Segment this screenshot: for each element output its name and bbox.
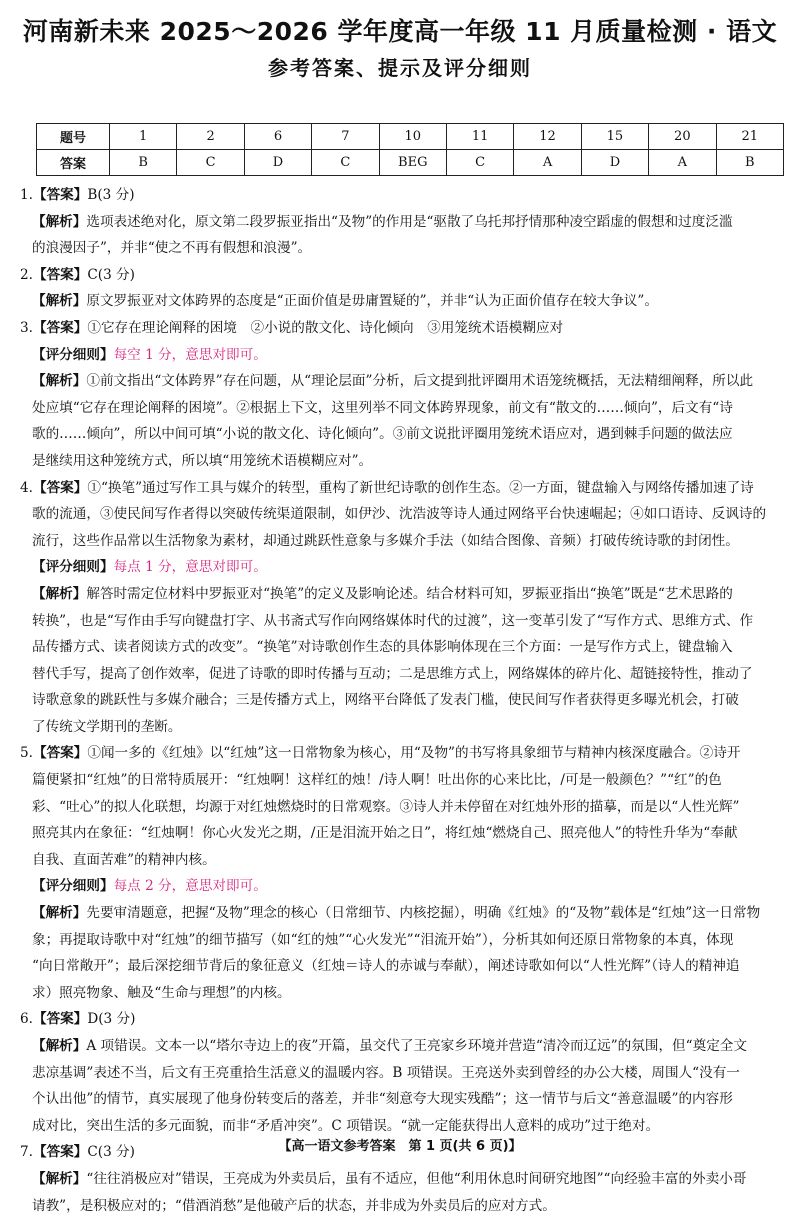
answer-cell: C	[177, 150, 244, 176]
answer-line: 照亮其内在象征：“红烛啊！你心火发光之期，/正是泪流开始之日”，将红烛“燃烧自己、照亮他人”的特性升华为“奉献	[32, 825, 738, 842]
analysis-line: 求）照亮物象、触及“生命与理想”的内核。	[32, 984, 291, 1001]
analysis-line: 了传统文学期刊的垄断。	[32, 718, 182, 735]
question-number-cell: 1	[110, 124, 177, 150]
page-footer: 【高一语文参考答案 第 1 页(共 6 页)】	[278, 1139, 522, 1154]
analysis-line: 成对比，突出生活的多元面貌，而非“矛盾冲突”。C 项错误。“就一定能获得出人意料的成功”过于绝对。	[32, 1117, 660, 1134]
question-6-block	[20, 1006, 790, 1139]
question-5-block	[20, 740, 790, 1006]
analysis-line: 个认出他”的情节，真实展现了他身份转变后的落差，并非“刻意夸大现实残酷”；这一情节与后文“善意温暖”的内容形	[32, 1091, 733, 1108]
answer-tag: 【答案】	[32, 1011, 88, 1028]
rubric-tag: 【评分细则】	[32, 559, 114, 576]
answer-cell: D	[581, 150, 648, 176]
question-3-block	[20, 315, 790, 475]
question-number-cell: 6	[244, 124, 311, 150]
answer-header: 答案	[37, 150, 110, 176]
answer-cell: D	[244, 150, 311, 176]
question-2-block	[20, 262, 790, 315]
question-number-cell: 10	[379, 124, 446, 150]
question-number-cell: 20	[649, 124, 716, 150]
analysis-tag: 【解析】	[32, 1038, 87, 1054]
rubric-line	[20, 873, 790, 900]
question-number-row	[37, 124, 784, 150]
analysis-tag: 【解析】	[32, 1170, 87, 1187]
answer-tag: 【答案】	[32, 187, 88, 203]
answer-tag: 【答案】	[32, 266, 88, 283]
answer-line: 流行，这些作品常以生活物象为素材，却通过跳跃性意象与多媒介手法（如结合图像、音频）打破传统诗歌的封闭性。	[32, 532, 739, 549]
rubric-text: 每点 2 分，意思对即可。	[113, 878, 267, 895]
analysis-line	[20, 368, 790, 395]
analysis-tag: 【解析】	[32, 905, 87, 922]
analysis-tag: 【解析】	[32, 585, 87, 602]
question-number-cell: 2	[177, 124, 244, 150]
answer-line: 歌的流通，③使民间写作者得以突破传统渠道限制，如伊沙、沈浩波等诗人通过网络平台快速崛起；④如口语诗、反讽诗的	[32, 506, 767, 523]
analysis-line	[20, 581, 790, 608]
analysis-line: 转换”，也是“写作由手写向键盘打字、从书斋式写作向网络媒体时代的过渡”，这一变革引发了“写作方式、思维方式、作	[32, 612, 754, 629]
answer-line	[20, 475, 790, 502]
question-number-cell: 15	[581, 124, 648, 150]
analysis-line	[20, 1166, 790, 1193]
answer-text: B(3 分)	[87, 187, 135, 203]
question-number-cell: 7	[312, 124, 379, 150]
analysis-line: 品传播方式、读者阅读方式的改变”。“换笔”对诗歌创作生态的具体影响体现在三个方面：一是写作方式上，键盘输入	[32, 639, 733, 656]
analysis-text: 解答时需定位材料中罗振亚对“换笔”的定义及影响论述。结合材料可知，罗振亚指出“换笔”既是“艺术思路的	[86, 585, 733, 602]
analysis-line: 的浪漫因子”，并非“使之不再有假想和浪漫”。	[32, 240, 312, 257]
question-number-header: 题号	[37, 124, 110, 150]
answer-explanations	[20, 182, 790, 1219]
answer-text: ①“换笔”通过写作工具与媒介的转型，重构了新世纪诗歌的创作生态。②一方面，键盘输入与网络传播加速了诗	[87, 479, 754, 496]
analysis-line: 替代手写，提高了创作效率，促进了诗歌的即时传播与互动；二是思维方式上，网络媒体的碎片化、超链接特性，推动了	[32, 665, 753, 682]
question-number: 4.	[20, 479, 33, 496]
question-number: 7.	[20, 1144, 33, 1161]
answer-text: D(3 分)	[87, 1011, 136, 1028]
analysis-line: 请教”，是积极应对的；“借酒消愁”是他破产后的状态，并非成为外卖员后的应对方式。	[32, 1197, 556, 1214]
answer-tag: 【答案】	[32, 745, 88, 762]
answer-table	[36, 123, 784, 176]
analysis-text: A 项错误。文本一以“塔尔寺边上的夜”开篇，虽交代了王亮家乡环境并营造“清冷而辽远”的氛围，但“奠定全文	[86, 1038, 747, 1054]
page-title: 河南新未来 2025～2026 学年度高一年级 11 月质量检测 · 语文	[22, 17, 778, 46]
analysis-line: 诗歌意象的跳跃性与多媒介融合；三是传播方式上，网络平台降低了发表门槛，使民间写作者获得更多曝光机会，打破	[32, 692, 739, 709]
analysis-tag: 【解析】	[32, 373, 87, 390]
analysis-text: 选项表述绝对化，原文第二段罗振亚指出“及物”的作用是“驱散了乌托邦抒情那种凌空蹈虚的假想和过度泛滥	[86, 213, 733, 230]
question-number: 3.	[20, 319, 33, 336]
answer-cell: C	[446, 150, 513, 176]
rubric-tag: 【评分细则】	[32, 346, 114, 363]
rubric-line	[20, 342, 790, 369]
rubric-text: 每空 1 分，意思对即可。	[113, 346, 267, 363]
analysis-text: 原文罗振亚对文体跨界的态度是“正面价值是毋庸置疑的”，并非“认为正面价值存在较大争议”。	[86, 293, 658, 310]
answer-cell: C	[312, 150, 379, 176]
analysis-line: “向日常敞开”；最后深挖细节背后的象征意义（红烛＝诗人的赤诚与奉献），阐述诗歌如何以“人性光辉”（诗人的精神追	[32, 958, 740, 975]
answer-text: ①闻一多的《红烛》以“红烛”这一日常物象为核心，用“及物”的书写将具象细节与精神内核深度融合。②诗开	[87, 745, 741, 762]
answer-line	[20, 740, 790, 767]
analysis-line: 象；再提取诗歌中对“红烛”的细节描写（如“红的烛”“心火发光”“泪流开始”），分析其如何还原日常物象的本真，体现	[32, 931, 734, 948]
analysis-line: 处应填“它存在理论阐释的困境”。②根据上下文，这里列举不同文体跨界现象，前文有“散文的……倾向”，后文有“诗	[32, 399, 733, 416]
question-number: 2.	[20, 266, 33, 283]
answer-text: C(3 分)	[87, 1144, 135, 1161]
question-number-cell: 21	[716, 124, 783, 150]
answer-cell: A	[514, 150, 581, 176]
answer-line: 篇便紧扣“红烛”的日常特质展开：“红烛啊！这样红的烛！/诗人啊！吐出你的心来比比，/可是一般颜色？”“红”的色	[32, 772, 722, 789]
analysis-line	[20, 900, 790, 927]
question-number-cell: 12	[514, 124, 581, 150]
answer-text: C(3 分)	[87, 266, 135, 283]
answer-line	[20, 182, 790, 209]
answer-tag: 【答案】	[32, 319, 88, 336]
analysis-tag: 【解析】	[32, 293, 87, 310]
question-1-block	[20, 182, 790, 262]
analysis-line	[20, 288, 790, 315]
answer-text: ①它存在理论阐释的困境 ②小说的散文化、诗化倾向 ③用笼统术语模糊应对	[87, 319, 564, 336]
analysis-line: 是继续用这种笼统方式，所以填“用笼统术语模糊应对”。	[32, 452, 373, 469]
answer-row	[37, 150, 784, 176]
answer-cell: B	[716, 150, 783, 176]
answer-line	[20, 262, 790, 289]
analysis-tag: 【解析】	[32, 213, 87, 230]
question-number: 6.	[20, 1011, 33, 1028]
rubric-tag: 【评分细则】	[32, 878, 114, 895]
answer-line: 自我、直面苦难”的精神内核。	[32, 851, 216, 868]
question-number: 5.	[20, 745, 33, 762]
rubric-line	[20, 554, 790, 581]
answer-line: 彩、“吐心”的拟人化联想，均源于对红烛燃烧时的日常观察。③诗人并未停留在对红烛外形的描摹，而是以“人性光辉”	[32, 798, 740, 815]
rubric-text: 每点 1 分，意思对即可。	[113, 559, 267, 576]
answer-line	[20, 315, 790, 342]
question-4-block	[20, 475, 790, 741]
analysis-text: “往往消极应对”错误，王亮成为外卖员后，虽有不适应，但他“利用休息时间研究地图”“向经验丰富的外卖小哥	[86, 1170, 747, 1187]
answer-tag: 【答案】	[32, 1144, 88, 1161]
answer-cell: BEG	[379, 150, 446, 176]
page-subtitle: 参考答案、提示及评分细则	[268, 56, 532, 80]
analysis-line: 悲凉基调”表述不当，后文有王亮重拾生活意义的温暖内容。B 项错误。王亮送外卖到曾经的办公大楼，周围人“没有一	[32, 1064, 740, 1081]
answer-tag: 【答案】	[32, 479, 88, 496]
analysis-text: 先要审清题意，把握“及物”理念的核心（日常细节、内核挖掘），明确《红烛》的“及物”载体是“红烛”这一日常物	[86, 905, 761, 922]
answer-line	[20, 1006, 790, 1033]
answer-cell: A	[649, 150, 716, 176]
question-number-cell: 11	[446, 124, 513, 150]
answer-cell: B	[110, 150, 177, 176]
analysis-line	[20, 1033, 790, 1060]
analysis-line: 歌的……倾向”，所以中间可填“小说的散文化、诗化倾向”。③前文说批评圈用笼统术语应对，遇到棘手问题的做法应	[32, 426, 733, 443]
analysis-line	[20, 209, 790, 236]
question-number: 1.	[20, 187, 33, 203]
analysis-text: ①前文指出“文体跨界”存在问题，从“理论层面”分析，后文提到批评圈用术语笼统概括，无法精细阐释，所以此	[86, 373, 754, 390]
